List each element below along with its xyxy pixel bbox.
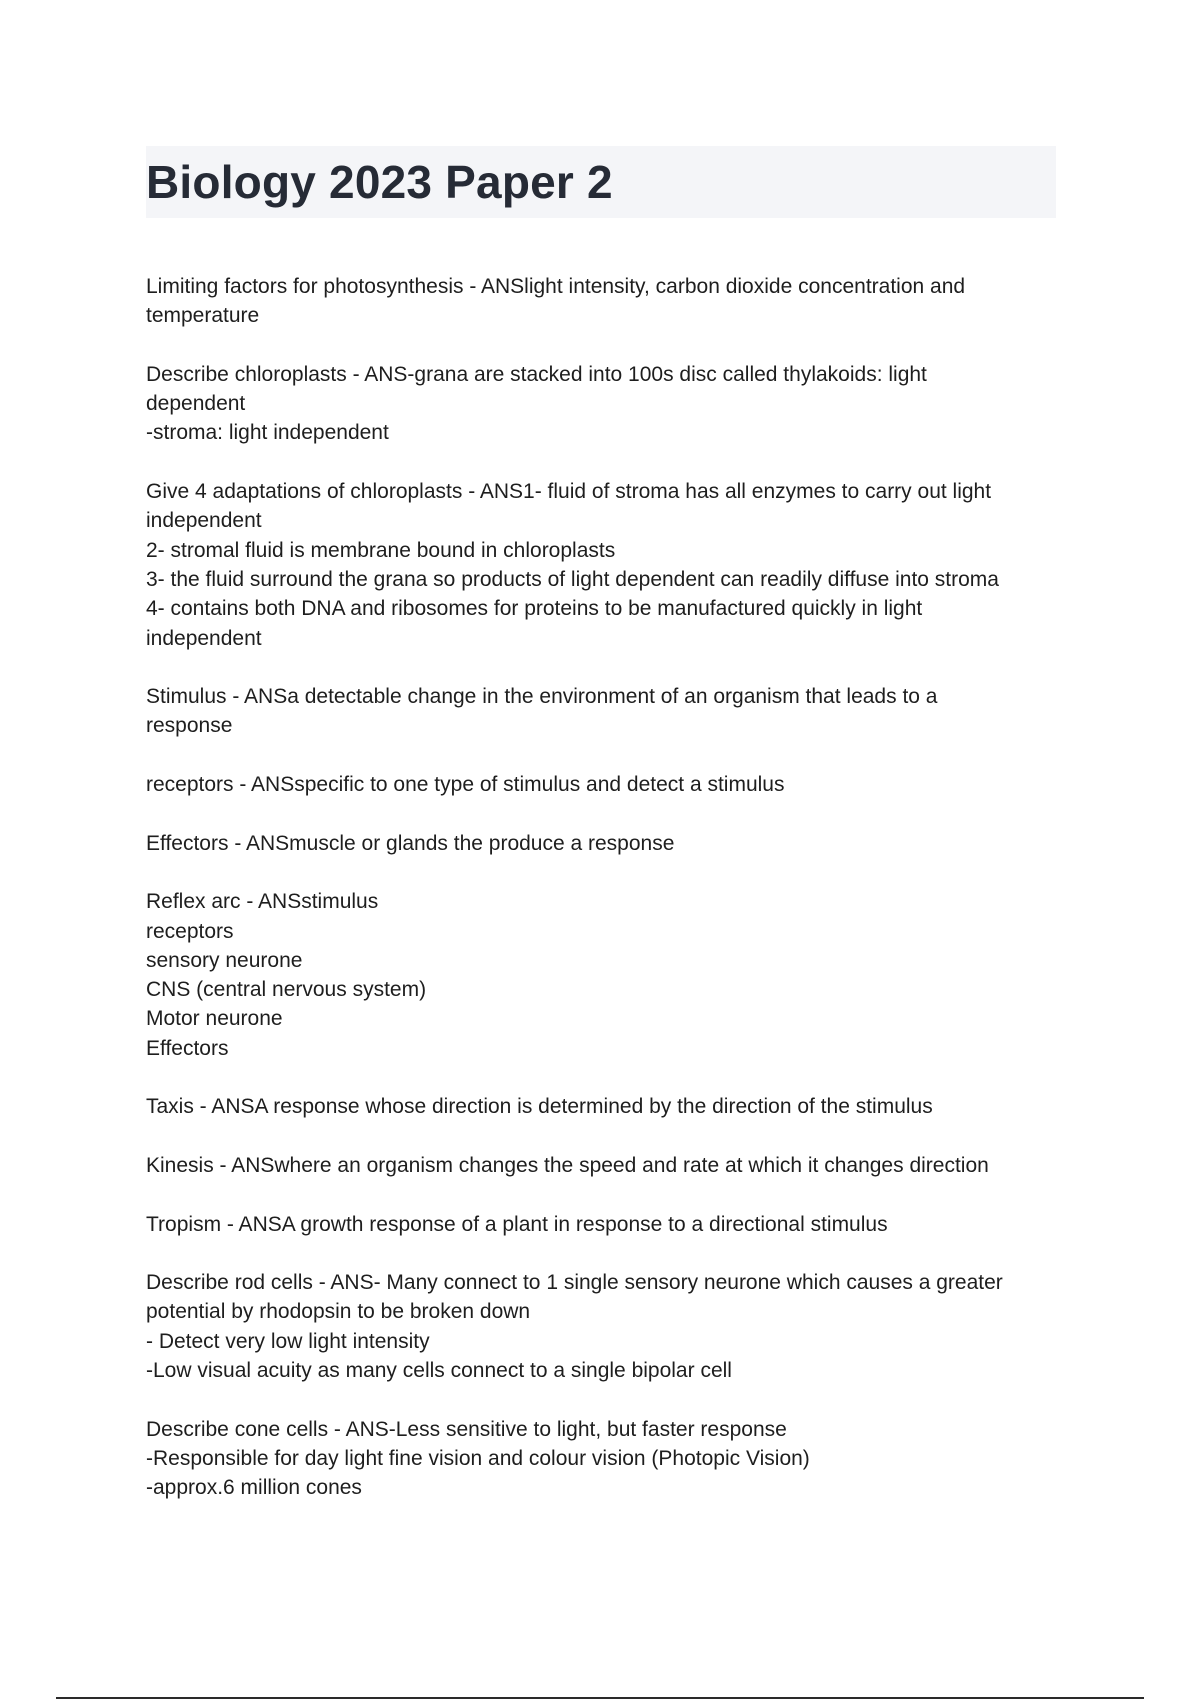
entry-answer-line: 3- the fluid surround the grana so products of light dependent can readily diffuse into stroma (146, 567, 999, 591)
entry-question-line: Stimulus - ANSa detectable change in the environment of an organism that leads to a (146, 685, 938, 709)
entry-answer-line: independent (146, 509, 262, 533)
entry-answer-line: potential by rhodopsin to be broken down (146, 1300, 531, 1324)
entry-answer-line: 2- stromal fluid is membrane bound in chloroplasts (146, 538, 616, 562)
entry-question-line: Give 4 adaptations of chloroplasts - ANS1- fluid of stroma has all enzymes to carry out light (146, 480, 992, 504)
qa-entry (146, 682, 1066, 741)
entry-answer-line: 4- contains both DNA and ribosomes for proteins to be manufactured quickly in light (146, 597, 923, 621)
entry-answer-line: response (146, 714, 233, 738)
qa-entry (146, 1151, 1066, 1180)
entry-answer-line: -Responsible for day light fine vision and colour vision (Photopic Vision) (146, 1446, 810, 1470)
entry-question-line: Kinesis - ANSwhere an organism changes the speed and rate at which it changes direction (146, 1153, 989, 1177)
entry-question-line: Tropism - ANSA growth response of a plant in response to a directional stimulus (146, 1212, 888, 1236)
qa-entry (146, 1092, 1066, 1121)
entry-answer-line: receptors (146, 919, 234, 943)
entry-answer-line: temperature (146, 304, 260, 328)
entry-answer-line: Motor neurone (146, 1007, 283, 1031)
entry-answer-line: dependent (146, 392, 246, 416)
entry-answer-line: independent (146, 626, 262, 650)
qa-entry (146, 829, 1066, 858)
document-body (146, 272, 1066, 1532)
qa-entry (146, 360, 1066, 448)
qa-entry (146, 1210, 1066, 1239)
entry-question-line: Taxis - ANSA response whose direction is determined by the direction of the stimulus (146, 1095, 933, 1119)
entry-question-line: Reflex arc - ANSstimulus (146, 890, 379, 914)
page-title: Biology 2023 Paper 2 (146, 156, 613, 208)
entry-question-line: Limiting factors for photosynthesis - ANSlight intensity, carbon dioxide concentration and (146, 275, 966, 298)
qa-entry (146, 1268, 1066, 1385)
entry-answer-line: -Low visual acuity as many cells connect to a single bipolar cell (146, 1358, 732, 1382)
entry-answer-line: sensory neurone (146, 948, 303, 972)
entry-answer-line: CNS (central nervous system) (146, 978, 427, 1002)
qa-entry (146, 887, 1066, 1063)
qa-entry (146, 272, 1066, 331)
qa-entry (146, 1415, 1066, 1503)
entry-answer-line: -stroma: light independent (146, 421, 389, 445)
entry-question-line: Describe cone cells - ANS-Less sensitive to light, but faster response (146, 1417, 787, 1441)
entry-question-line: receptors - ANSspecific to one type of stimulus and detect a stimulus (146, 773, 785, 797)
entry-question-line: Effectors - ANSmuscle or glands the produce a response (146, 831, 675, 855)
entry-question-line: Describe rod cells - ANS- Many connect to 1 single sensory neurone which causes a greater (146, 1271, 1003, 1295)
page-bottom-divider (56, 1697, 1144, 1699)
entry-answer-line: -approx.6 million cones (146, 1476, 362, 1500)
entry-answer-line: - Detect very low light intensity (146, 1329, 430, 1353)
qa-entry (146, 477, 1066, 653)
entry-question-line: Describe chloroplasts - ANS-grana are stacked into 100s disc called thylakoids: light (146, 362, 927, 386)
qa-entry (146, 770, 1066, 799)
entry-answer-line: Effectors (146, 1036, 229, 1060)
